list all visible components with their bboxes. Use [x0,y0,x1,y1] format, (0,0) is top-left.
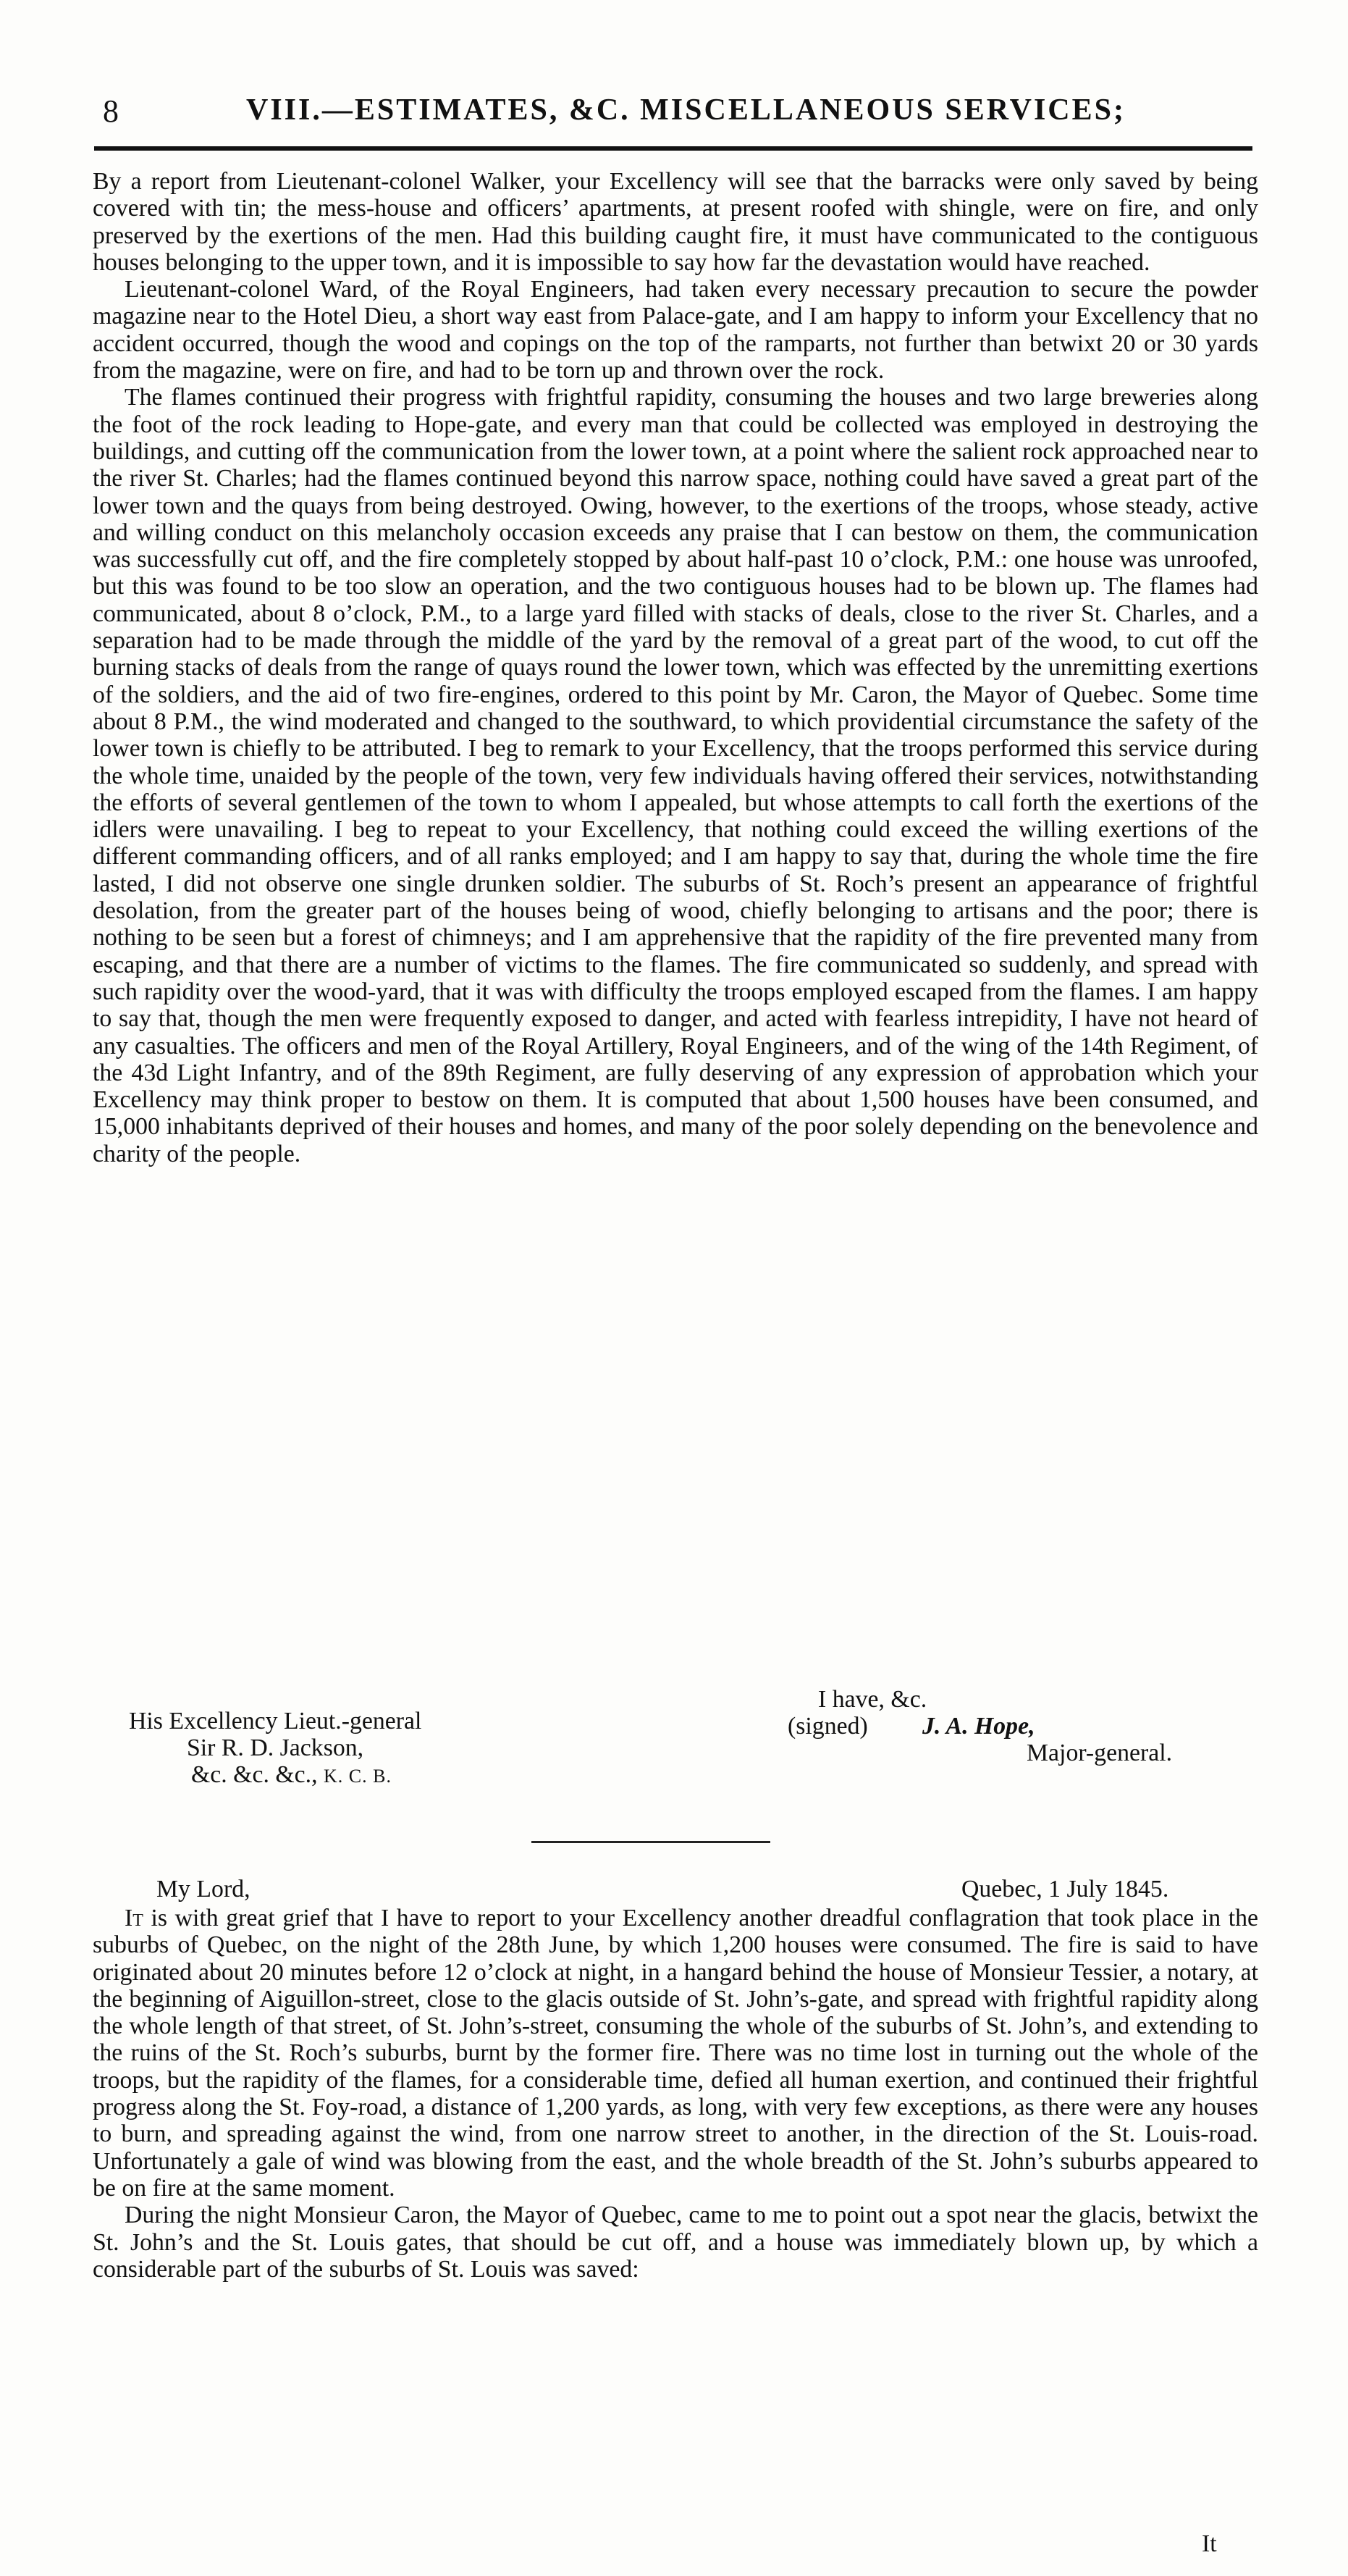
addressee-line-2: Sir R. D. Jackson, [187,1734,364,1761]
paragraph: By a report from Lieutenant-colonel Walker, your Excellency will see that the barracks were only saved by being covered with tin; the mess-house and officers’ apartments, at present roofed with shingle, were on fire, and only preserved by the exertions of the men. Had this building caught fire, it must have communicated to the contiguous houses belonging to the upper town, and it is impossible to say how far the devastation would have reached. [93,168,1258,276]
addressee-line-3 [191,1761,392,1790]
closing-formula: I have, &c. [818,1686,927,1713]
letter-1-body [93,168,1258,1167]
addressee-etc: &c. &c. &c., [191,1761,318,1788]
section-divider [531,1841,770,1843]
header-rule [94,146,1252,151]
page-number: 8 [103,93,119,129]
addressee-honours: K. C. B. [324,1766,392,1787]
opening-word: It [125,1905,143,1931]
dateline: Quebec, 1 July 1845. [961,1876,1169,1902]
signatory-name: J. A. Hope, [922,1713,1035,1740]
paragraph: Lieutenant-colonel Ward, of the Royal Engineers, had taken every necessary precaution to secure the powder magazine near to the Hotel Dieu, a short way east from Palace-gate, and I am happy to inform your Excellency that no accident occurred, though the wood and copings on the top of the ramparts, not further than betwixt 20 or 30 yards from the magazine, were on fire, and had to be torn up and thrown over the rock. [93,276,1258,385]
catchword: It [1202,2530,1217,2557]
letter-1-closing [93,1686,1258,1788]
page-header [94,87,1245,138]
letter-2-body [93,1905,1258,2283]
paragraph [93,1905,1258,2202]
signed-marker: (signed) [788,1713,868,1740]
salutation: My Lord, [156,1876,250,1902]
signatory-rank: Major-general. [1027,1740,1173,1766]
running-head: VIII.—ESTIMATES, &C. MISCELLANEOUS SERVICES; [246,93,1126,127]
addressee-line-1: His Excellency Lieut.-general [129,1708,422,1734]
paragraph: During the night Monsieur Caron, the Mayor of Quebec, came to me to point out a spot near the glacis, betwixt the St. John’s and the St. Louis gates, that should be cut off, and a house was immediately blown up, by which a considerable part of the suburbs of St. Louis was saved: [93,2202,1258,2283]
paragraph-text: is with great grief that I have to report to your Excellency another dreadful conflagration that took place in the suburbs of Quebec, on the night of the 28th June, by which 1,200 houses were consumed. The fire is said to have originated about 20 minutes before 12 o’clock at night, in a hangard behind the house of Monsieur Tessier, a notary, at the beginning of Aiguillon-street, close to the glacis outside of St. John’s-gate, and spread with frightful rapidity along the whole length of that street, of St. John’s-street, consuming the whole of the suburbs of St. John’s, and extending to the ruins of the St. Roch’s suburbs, burnt by the former fire. There was no time lost in turning out the whole of the troops, but the rapidity of the flames, for a considerable time, defied all human exertion, and continued their frightful progress along the St. Foy-road, a distance of 1,200 yards, as long, with very few exceptions, as there were any houses to burn, and spreading against the wind, from one narrow street to another, in the direction of the St. Louis-road. Unfortunately a gale of wind was blowing from the east, and the whole breadth of the St. John’s suburbs appeared to be on fire at the same moment. [93,1905,1259,2202]
paragraph: The flames continued their progress with frightful rapidity, consuming the houses and two large breweries along the foot of the rock leading to Hope-gate, and every man that could be collected was employed in destroying the buildings, and cutting off the communication from the lower town, at a point where the salient rock approached near to the river St. Charles; had the flames continued beyond this narrow space, nothing could have saved a great part of the lower town and the quays from being destroyed. Owing, however, to the exertions of the troops, whose steady, active and willing conduct on this melancholy occasion exceeds any praise that I can bestow on them, the communication was successfully cut off, and the fire completely stopped by about half-past 10 o’clock, P.M.: one house was unroofed, but this was found to be too slow an operation, and the two contiguous houses had to be blown up. The flames had communicated, about 8 o’clock, P.M., to a large yard filled with stacks of deals, close to the river St. Charles, and a separation had to be made through the middle of the yard by the removal of a great part of the wood, to cut off the burning stacks of deals from the range of quays round the lower town, which was effected by the unremitting exertions of the soldiers, and the aid of two fire-engines, ordered to this point by Mr. Caron, the Mayor of Quebec. Some time about 8 P.M., the wind moderated and changed to the southward, to which providential circumstance the safety of the lower town is chiefly to be attributed. I beg to remark to your Excellency, that the troops performed this service during the whole time, unaided by the people of the town, very few individuals having offered their services, notwithstanding the efforts of several gentlemen of the town to whom I appealed, but whose attempts to call forth the exertions of the idlers were unavailing. I beg to repeat to your Excellency, that nothing could exceed the willing exertions of the different commanding officers, and of all ranks employed; and I am happy to say that, during the whole time the fire lasted, I did not observe one single drunken soldier. The suburbs of St. Roch’s present an appearance of frightful desolation, from the greater part of the houses being of wood, chiefly belonging to artisans and the poor; there is nothing to be seen but a forest of chimneys; and I am apprehensive that the rapidity of the fire prevented many from escaping, and that there are a number of victims to the flames. The fire communicated so suddenly, and spread with such rapidity over the wood-yard, that it was with difficulty the troops employed escaped from the flames. I am happy to say that, though the men were frequently exposed to danger, and acted with fearless intrepidity, I have not heard of any casualties. The officers and men of the Royal Artillery, Royal Engineers, and of the wing of the 14th Regiment, of the 43d Light Infantry, and of the 89th Regiment, are fully deserving of any expression of approbation which your Excellency may think proper to bestow on them. It is computed that about 1,500 houses have been consumed, and 15,000 inhabitants deprived of their houses and homes, and many of the poor solely depending on the benevolence and charity of the people. [93,384,1258,1167]
